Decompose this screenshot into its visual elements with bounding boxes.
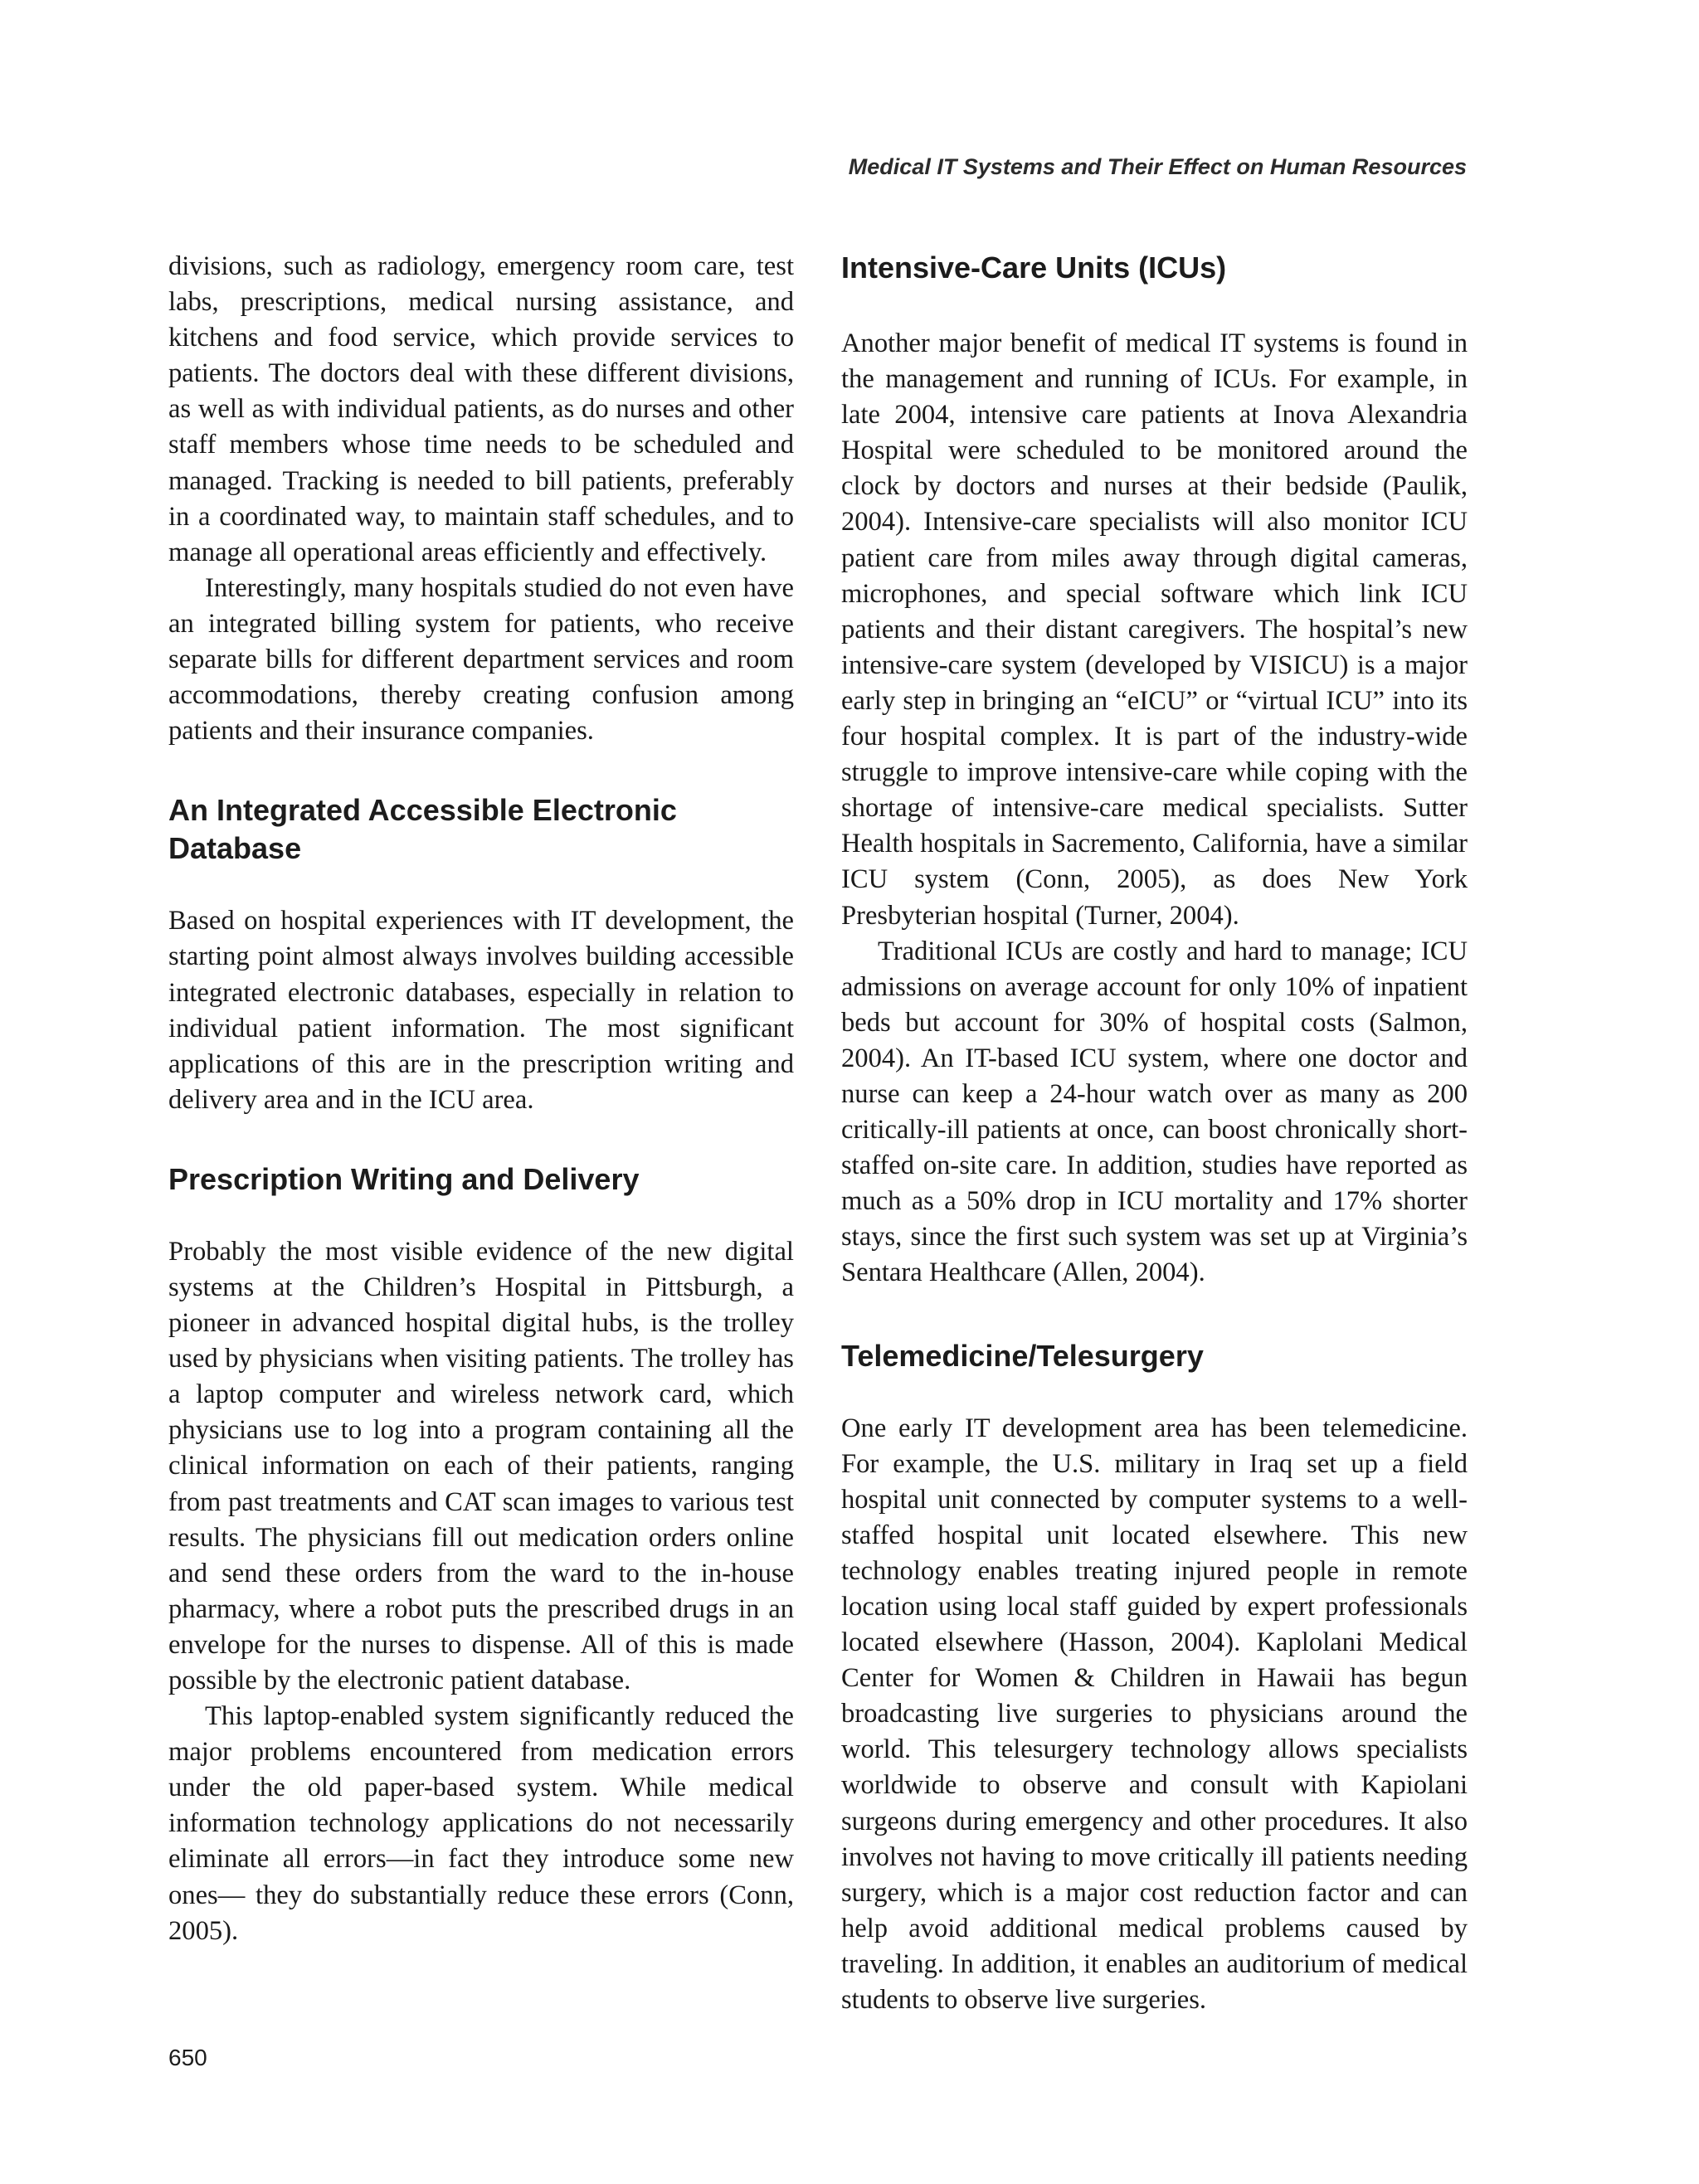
section-heading-prescription: Prescription Writing and Delivery — [168, 1161, 640, 1196]
section-heading-database: An Integrated Accessible Electronic Database — [168, 793, 677, 866]
body-paragraph: Another major benefit of medical IT systems is found in the management and running of ICUs. For example, in late 2004, intensive care patients at Inova Alexandria Hospital were scheduled to be monitored around the clock by doctors and nurses at their bedside (Paulik, 2004). Intensive-care specialists will also monitor ICU patient care from miles away through digital cameras, microphones, and special software which link ICU patients and their distant caregivers. The hospital’s new intensive-care system (developed by VISICU) is a major early step in bringing an “eICU” or “virtual ICU” into its four hospital complex. It is part of the industry-wide struggle to improve intensive-care while coping with the shortage of intensive-care medical specialists. Sutter Health hospitals in Sacremento, California, have a similar ICU system (Conn, 2005), as does New York Presbyterian hospital (Turner, 2004). — [841, 328, 1468, 931]
body-paragraph: One early IT development area has been telemedicine. For example, the U.S. military in Iraq set up a field hospital unit connected by computer systems to a well-staffed hospital unit located elsewhere. This new technology enables treating injured people in remote location using local staff guided by expert professionals located elsewhere (Hasson, 2004). Kaplolani Medical Center for Women & Children in Hawaii has begun broadcasting live surgeries to physicians around the world. This telesurgery technology allows specialists worldwide to observe and consult with Kapiolani surgeons during emergency and other procedures. It also involves not having to move critically ill patients needing surgery, which is a major cost reduction factor and can help avoid additional medical problems caused by traveling. In addition, it enables an auditorium of medical students to observe live surgeries. — [841, 1413, 1468, 2016]
body-paragraph: divisions, such as radiology, emergency room care, test labs, prescriptions, medical nursing assistance, and kitchens and food service, which provide services to patients. The doctors deal with these different divisions, as well as with individual patients, as do nurses and other staff members whose time needs to be scheduled and managed. Tracking is needed to bill patients, preferably in a coordinated way, to maintain staff schedules, and to manage all operational areas efficiently and effectively. — [168, 251, 794, 567]
running-header: Medical IT Systems and Their Effect on Human Resources — [848, 154, 1467, 179]
body-paragraph: Interestingly, many hospitals studied do not even have an integrated billing system for patients, who receive separate bills for different department services and room accommodations, thereby creating confusion among patients and their insurance companies. — [168, 572, 794, 747]
left-column — [168, 249, 794, 1949]
body-paragraph: Traditional ICUs are costly and hard to manage; ICU admissions on average account for only 10% of inpatient beds but account for 30% of hospital costs (Salmon, 2004). An IT-based ICU system, where one doctor and nurse can keep a 24-hour watch over as many as 200 critically-ill patients at once, can boost chronically short-staffed on-site care. In addition, studies have reported as much as a 50% drop in ICU mortality and 17% shorter stays, since the first such system was set up at Virginia’s Sentara Healthcare (Allen, 2004). — [841, 936, 1468, 1288]
right-column — [841, 249, 1468, 2018]
body-paragraph: Probably the most visible evidence of the new digital systems at the Children’s Hospital in Pittsburgh, a pioneer in advanced hospital digital hubs, is the trolley used by physicians when visiting patients. The trolley has a laptop computer and wireless network card, which physicians use to log into a program containing all the clinical information on each of their patients, ranging from past treatments and CAT scan images to various test results. The physicians fill out medication orders online and send these orders from the ward to the in-house pharmacy, where a robot puts the prescribed drugs in an envelope for the nurses to dispense. All of this is made possible by the electronic patient database. — [168, 1236, 794, 1695]
body-paragraph: This laptop-enabled system significantly reduced the major problems encountered from medication errors under the old paper-based system. While medical information technology applications do not necessarily eliminate all errors—in fact they introduce some new ones— they do substantially reduce these errors (Conn, 2005). — [168, 1701, 794, 1946]
section-heading-telemedicine: Telemedicine/Telesurgery — [841, 1338, 1204, 1373]
body-paragraph: Based on hospital experiences with IT development, the starting point almost always involves building accessible integrated electronic databases, especially in relation to individual patient information. The most significant applications of this are in the prescription writing and delivery area and in the ICU area. — [168, 906, 794, 1115]
section-heading-icu: Intensive-Care Units (ICUs) — [841, 251, 1227, 285]
page-number: 650 — [168, 2045, 207, 2070]
